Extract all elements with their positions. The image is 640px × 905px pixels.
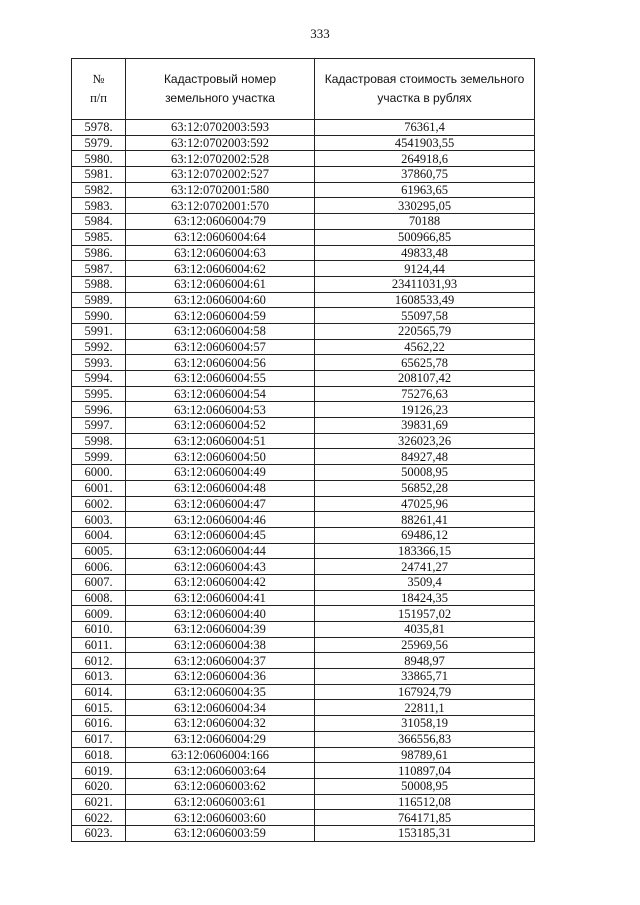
cadastral-value-cell: 153185,31 [315, 825, 535, 841]
cadastral-value-cell: 4541903,55 [315, 135, 535, 151]
cadastral-number-cell: 63:12:0606004:60 [126, 292, 315, 308]
cadastral-value-cell: 9124,44 [315, 261, 535, 277]
cadastral-value-cell: 50008,95 [315, 465, 535, 481]
cadastral-value-cell: 69486,12 [315, 527, 535, 543]
row-number-cell: 6005. [72, 543, 126, 559]
cadastral-number-cell: 63:12:0606004:43 [126, 559, 315, 575]
row-number-cell: 5984. [72, 214, 126, 230]
row-number-cell: 5998. [72, 433, 126, 449]
table-row [72, 308, 535, 324]
table-row [72, 433, 535, 449]
table-row [72, 747, 535, 763]
cadastral-number-cell: 63:12:0606004:47 [126, 496, 315, 512]
cadastral-value-cell: 70188 [315, 214, 535, 230]
table-body [72, 120, 535, 842]
header-cadastral-value: Кадастровая стоимость земельного участка в рублях [315, 59, 535, 120]
row-number-cell: 6022. [72, 810, 126, 826]
cadastral-number-cell: 63:12:0606004:58 [126, 323, 315, 339]
cadastral-number-cell: 63:12:0606004:79 [126, 214, 315, 230]
cadastral-number-cell: 63:12:0606004:63 [126, 245, 315, 261]
row-number-cell: 5997. [72, 418, 126, 434]
row-number-cell: 5979. [72, 135, 126, 151]
cadastral-number-cell: 63:12:0702001:570 [126, 198, 315, 214]
row-number-cell: 6023. [72, 825, 126, 841]
table-row [72, 590, 535, 606]
cadastral-number-cell: 63:12:0702003:593 [126, 120, 315, 136]
table-row [72, 292, 535, 308]
table-row [72, 182, 535, 198]
cadastral-value-cell: 25969,56 [315, 637, 535, 653]
cadastral-value-cell: 116512,08 [315, 794, 535, 810]
cadastral-value-cell: 151957,02 [315, 606, 535, 622]
row-number-cell: 5995. [72, 386, 126, 402]
row-number-cell: 5989. [72, 292, 126, 308]
table-row [72, 543, 535, 559]
table-row [72, 214, 535, 230]
header-row-number: № п/п [72, 59, 126, 120]
cadastral-number-cell: 63:12:0702002:527 [126, 167, 315, 183]
row-number-cell: 5994. [72, 371, 126, 387]
cadastral-value-cell: 18424,35 [315, 590, 535, 606]
cadastral-number-cell: 63:12:0606004:62 [126, 261, 315, 277]
table-row [72, 339, 535, 355]
table-row [72, 245, 535, 261]
table-row [72, 778, 535, 794]
table-row [72, 637, 535, 653]
table-row [72, 622, 535, 638]
cadastral-value-cell: 75276,63 [315, 386, 535, 402]
cadastral-number-cell: 63:12:0606004:34 [126, 700, 315, 716]
cadastral-number-cell: 63:12:0606004:40 [126, 606, 315, 622]
cadastral-number-cell: 63:12:0606003:59 [126, 825, 315, 841]
table-row [72, 480, 535, 496]
cadastral-number-cell: 63:12:0606004:55 [126, 371, 315, 387]
row-number-cell: 6020. [72, 778, 126, 794]
cadastral-number-cell: 63:12:0606004:166 [126, 747, 315, 763]
cadastral-value-cell: 326023,26 [315, 433, 535, 449]
cadastral-number-cell: 63:12:0606003:62 [126, 778, 315, 794]
cadastral-number-cell: 63:12:0606004:45 [126, 527, 315, 543]
cadastral-value-cell: 4035,81 [315, 622, 535, 638]
row-number-cell: 6011. [72, 637, 126, 653]
cadastral-value-cell: 110897,04 [315, 763, 535, 779]
page-number: 333 [310, 26, 330, 41]
row-number-cell: 5986. [72, 245, 126, 261]
table-row [72, 418, 535, 434]
cadastral-value-cell: 55097,58 [315, 308, 535, 324]
cadastral-value-cell: 220565,79 [315, 323, 535, 339]
cadastral-number-cell: 63:12:0606004:52 [126, 418, 315, 434]
cadastral-value-cell: 1608533,49 [315, 292, 535, 308]
cadastral-number-cell: 63:12:0606003:61 [126, 794, 315, 810]
cadastral-number-cell: 63:12:0606004:53 [126, 402, 315, 418]
row-number-cell: 6012. [72, 653, 126, 669]
table-row [72, 669, 535, 685]
cadastral-number-cell: 63:12:0606004:35 [126, 684, 315, 700]
cadastral-value-cell: 24741,27 [315, 559, 535, 575]
table-row [72, 229, 535, 245]
row-number-cell: 5985. [72, 229, 126, 245]
cadastral-value-cell: 183366,15 [315, 543, 535, 559]
cadastral-value-cell: 3509,4 [315, 574, 535, 590]
table-row [72, 276, 535, 292]
row-number-cell: 5987. [72, 261, 126, 277]
table-row [72, 527, 535, 543]
table-row [72, 810, 535, 826]
table-row [72, 559, 535, 575]
cadastral-value-cell: 19126,23 [315, 402, 535, 418]
table-row [72, 512, 535, 528]
cadastral-number-cell: 63:12:0606003:64 [126, 763, 315, 779]
cadastral-value-cell: 47025,96 [315, 496, 535, 512]
table-row [72, 684, 535, 700]
cadastral-value-cell: 33865,71 [315, 669, 535, 685]
row-number-cell: 6015. [72, 700, 126, 716]
cadastral-number-cell: 63:12:0606004:48 [126, 480, 315, 496]
cadastral-number-cell: 63:12:0606004:64 [126, 229, 315, 245]
row-number-cell: 5992. [72, 339, 126, 355]
row-number-cell: 6002. [72, 496, 126, 512]
row-number-cell: 5996. [72, 402, 126, 418]
cadastral-number-cell: 63:12:0606004:36 [126, 669, 315, 685]
cadastral-number-cell: 63:12:0606004:59 [126, 308, 315, 324]
cadastral-number-cell: 63:12:0606004:56 [126, 355, 315, 371]
cadastral-value-cell: 98789,61 [315, 747, 535, 763]
cadastral-value-cell: 23411031,93 [315, 276, 535, 292]
cadastral-number-cell: 63:12:0606004:51 [126, 433, 315, 449]
cadastral-number-cell: 63:12:0606004:61 [126, 276, 315, 292]
row-number-cell: 5991. [72, 323, 126, 339]
cadastral-number-cell: 63:12:0702001:580 [126, 182, 315, 198]
cadastral-value-cell: 4562,22 [315, 339, 535, 355]
cadastral-value-cell: 22811,1 [315, 700, 535, 716]
table-row [72, 151, 535, 167]
cadastral-value-cell: 8948,97 [315, 653, 535, 669]
table-row [72, 653, 535, 669]
cadastral-number-cell: 63:12:0606004:54 [126, 386, 315, 402]
cadastral-value-cell: 61963,65 [315, 182, 535, 198]
row-number-cell: 6006. [72, 559, 126, 575]
row-number-cell: 6021. [72, 794, 126, 810]
cadastral-value-cell: 31058,19 [315, 716, 535, 732]
row-number-cell: 5982. [72, 182, 126, 198]
cadastral-number-cell: 63:12:0606004:57 [126, 339, 315, 355]
header-cadastral-number: Кадастровый номер земельного участка [126, 59, 315, 120]
table-header-row [72, 59, 535, 120]
table-row [72, 355, 535, 371]
row-number-cell: 5993. [72, 355, 126, 371]
table-row [72, 402, 535, 418]
cadastral-value-cell: 49833,48 [315, 245, 535, 261]
cadastral-value-cell: 37860,75 [315, 167, 535, 183]
table-row [72, 716, 535, 732]
cadastral-value-cell: 56852,28 [315, 480, 535, 496]
row-number-cell: 6019. [72, 763, 126, 779]
table-row [72, 763, 535, 779]
cadastral-value-cell: 208107,42 [315, 371, 535, 387]
cadastral-number-cell: 63:12:0606004:46 [126, 512, 315, 528]
cadastral-number-cell: 63:12:0606004:44 [126, 543, 315, 559]
row-number-cell: 6013. [72, 669, 126, 685]
table-row [72, 120, 535, 136]
cadastral-number-cell: 63:12:0606004:49 [126, 465, 315, 481]
row-number-cell: 5983. [72, 198, 126, 214]
cadastral-number-cell: 63:12:0606004:50 [126, 449, 315, 465]
row-number-cell: 5990. [72, 308, 126, 324]
cadastral-value-cell: 76361,4 [315, 120, 535, 136]
table-row [72, 731, 535, 747]
cadastral-number-cell: 63:12:0606004:32 [126, 716, 315, 732]
row-number-cell: 6017. [72, 731, 126, 747]
table-row [72, 465, 535, 481]
row-number-cell: 6007. [72, 574, 126, 590]
row-number-cell: 5978. [72, 120, 126, 136]
table-row [72, 386, 535, 402]
row-number-cell: 5981. [72, 167, 126, 183]
cadastral-value-cell: 264918,6 [315, 151, 535, 167]
cadastral-value-cell: 39831,69 [315, 418, 535, 434]
table-row [72, 371, 535, 387]
row-number-cell: 6014. [72, 684, 126, 700]
table-row [72, 700, 535, 716]
table-row [72, 261, 535, 277]
table-row [72, 574, 535, 590]
row-number-cell: 6008. [72, 590, 126, 606]
cadastral-value-cell: 65625,78 [315, 355, 535, 371]
cadastral-number-cell: 63:12:0702003:592 [126, 135, 315, 151]
row-number-cell: 6016. [72, 716, 126, 732]
cadastral-value-cell: 764171,85 [315, 810, 535, 826]
row-number-cell: 5988. [72, 276, 126, 292]
table-row [72, 167, 535, 183]
row-number-cell: 6003. [72, 512, 126, 528]
cadastral-number-cell: 63:12:0606004:42 [126, 574, 315, 590]
cadastral-number-cell: 63:12:0606004:29 [126, 731, 315, 747]
cadastral-number-cell: 63:12:0606003:60 [126, 810, 315, 826]
row-number-cell: 6004. [72, 527, 126, 543]
row-number-cell: 5999. [72, 449, 126, 465]
table-row [72, 135, 535, 151]
row-number-cell: 6009. [72, 606, 126, 622]
row-number-cell: 6010. [72, 622, 126, 638]
cadastral-value-cell: 88261,41 [315, 512, 535, 528]
table-row [72, 825, 535, 841]
cadastral-value-cell: 50008,95 [315, 778, 535, 794]
cadastral-number-cell: 63:12:0606004:39 [126, 622, 315, 638]
cadastral-value-table [71, 58, 535, 842]
table-row [72, 323, 535, 339]
cadastral-value-cell: 84927,48 [315, 449, 535, 465]
cadastral-number-cell: 63:12:0606004:41 [126, 590, 315, 606]
cadastral-value-cell: 500966,85 [315, 229, 535, 245]
table-row [72, 794, 535, 810]
row-number-cell: 6000. [72, 465, 126, 481]
table-row [72, 606, 535, 622]
cadastral-value-cell: 167924,79 [315, 684, 535, 700]
cadastral-value-cell: 366556,83 [315, 731, 535, 747]
row-number-cell: 6001. [72, 480, 126, 496]
table-row [72, 496, 535, 512]
table-row [72, 198, 535, 214]
cadastral-number-cell: 63:12:0606004:38 [126, 637, 315, 653]
cadastral-value-cell: 330295,05 [315, 198, 535, 214]
row-number-cell: 5980. [72, 151, 126, 167]
table-row [72, 449, 535, 465]
row-number-cell: 6018. [72, 747, 126, 763]
cadastral-number-cell: 63:12:0606004:37 [126, 653, 315, 669]
cadastral-number-cell: 63:12:0702002:528 [126, 151, 315, 167]
